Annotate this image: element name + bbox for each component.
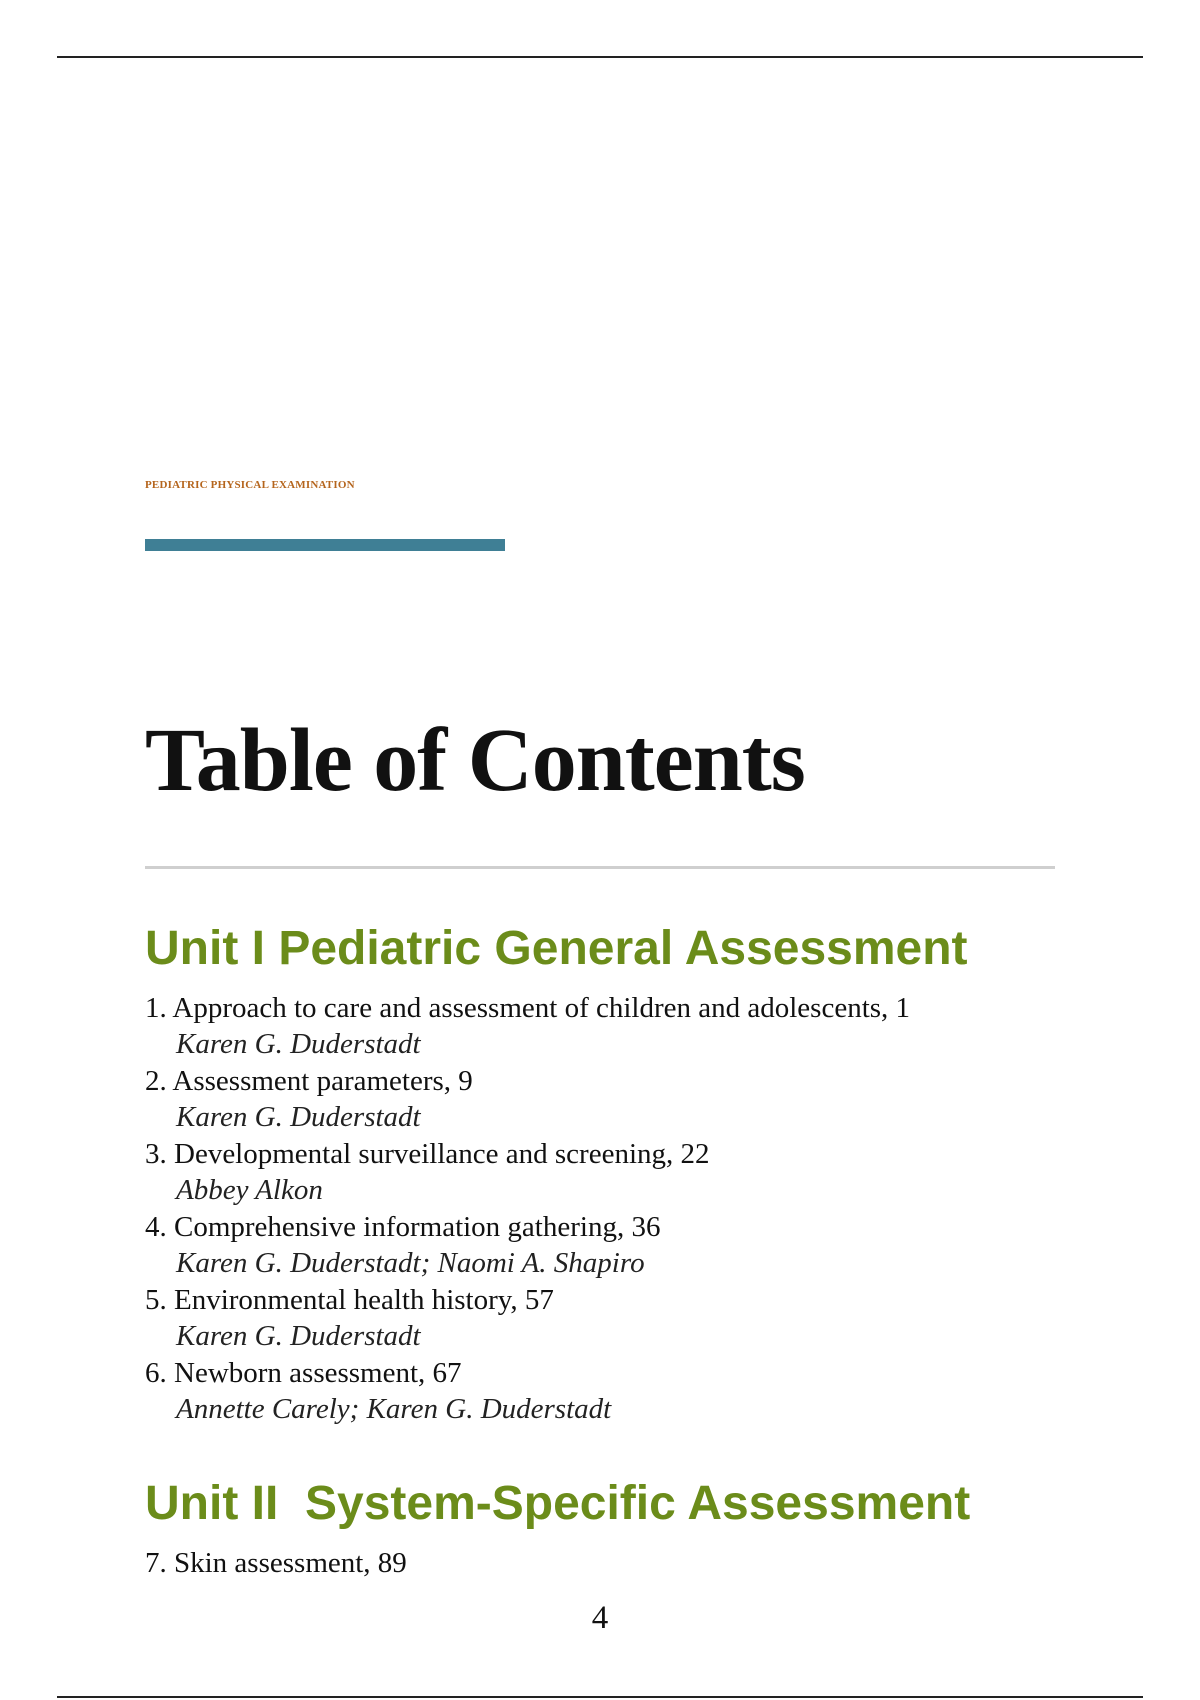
chapter-title: 1. Approach to care and assessment of children and adolescents, 1 bbox=[145, 992, 911, 1024]
chapter-authors: Karen G. Duderstadt; Naomi A. Shapiro bbox=[176, 1247, 645, 1279]
page-number: 4 bbox=[591, 1600, 609, 1636]
unit-heading: Unit I Pediatric General Assessment bbox=[145, 922, 968, 975]
toc-entry bbox=[145, 1355, 1065, 1428]
toc-entry bbox=[145, 1545, 1065, 1581]
toc-entry bbox=[145, 1209, 1065, 1282]
chapter-title: 3. Developmental surveillance and screening, 22 bbox=[145, 1138, 710, 1170]
chapter-authors: Annette Carely; Karen G. Duderstadt bbox=[176, 1393, 612, 1425]
chapter-authors: Karen G. Duderstadt bbox=[176, 1101, 421, 1133]
chapter-authors: Karen G. Duderstadt bbox=[176, 1320, 421, 1352]
chapter-title: 6. Newborn assessment, 67 bbox=[145, 1357, 462, 1389]
running-header: PEDIATRIC PHYSICAL EXAMINATION bbox=[145, 479, 355, 491]
unit-heading: Unit II System-Specific Assessment bbox=[145, 1477, 971, 1530]
chapter-authors: Abbey Alkon bbox=[176, 1174, 323, 1206]
toc-entry bbox=[145, 1063, 1065, 1136]
accent-bar bbox=[145, 539, 505, 551]
chapter-title: 2. Assessment parameters, 9 bbox=[145, 1065, 473, 1097]
toc-entry bbox=[145, 990, 1065, 1063]
toc-list-unit-1 bbox=[145, 990, 1065, 1428]
bottom-rule bbox=[57, 1696, 1143, 1698]
toc-entry bbox=[145, 1136, 1065, 1209]
toc-entry bbox=[145, 1282, 1065, 1355]
toc-list-unit-2 bbox=[145, 1545, 1065, 1581]
chapter-title: 4. Comprehensive information gathering, 36 bbox=[145, 1211, 661, 1243]
page-title: Table of Contents bbox=[145, 711, 805, 810]
chapter-authors: Karen G. Duderstadt bbox=[176, 1028, 421, 1060]
chapter-title: 5. Environmental health history, 57 bbox=[145, 1284, 554, 1316]
title-divider bbox=[145, 866, 1055, 869]
chapter-title: 7. Skin assessment, 89 bbox=[145, 1547, 407, 1579]
top-rule bbox=[57, 56, 1143, 58]
